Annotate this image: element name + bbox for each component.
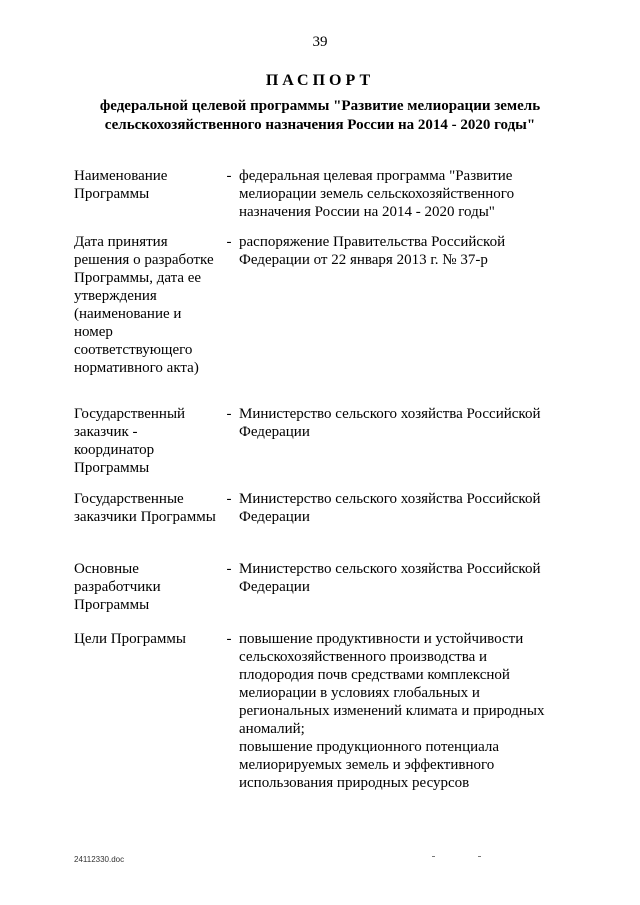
row-value-text: Министерство сельского хозяйства Российской Федерации xyxy=(239,561,541,595)
row-value-text: повышение продуктивности и устойчивости сельскохозяйственного производства и плодородия почв средствами комплексной мелиорации в условиях глобальных и региональных изменений климата и природных аномалий; xyxy=(239,631,545,737)
passport-row-name xyxy=(74,167,574,233)
page-number: 39 xyxy=(312,34,328,50)
passport-row-developers xyxy=(74,560,574,630)
passport-row-customers xyxy=(74,490,574,560)
row-dash: - xyxy=(226,168,232,184)
row-label: Государственный заказчик - координатор Программы xyxy=(74,406,186,476)
row-value-text: Министерство сельского хозяйства Российской Федерации xyxy=(239,491,541,525)
row-dash: - xyxy=(226,234,232,250)
row-value xyxy=(239,630,559,792)
row-value-text: Министерство сельского хозяйства Российской Федерации xyxy=(239,406,541,440)
row-value xyxy=(239,490,559,560)
passport-table xyxy=(74,167,574,792)
document-title: ПАСПОРТ xyxy=(265,72,375,89)
row-value xyxy=(239,405,559,490)
passport-row-goals xyxy=(74,630,574,792)
row-dash: - xyxy=(226,406,232,422)
row-dash: - xyxy=(226,491,232,507)
row-dash: - xyxy=(226,631,232,647)
row-value-text: повышение продукционного потенциала мелиорируемых земель и эффективного использования природных ресурсов xyxy=(239,739,500,791)
document-subtitle xyxy=(60,97,580,135)
row-value-text: распоряжение Правительства Российской Федерации от 22 января 2013 г. № 37-р xyxy=(239,234,506,268)
row-value xyxy=(239,167,559,233)
row-label: Наименование Программы xyxy=(74,168,168,202)
row-value-text: федеральная целевая программа "Развитие мелиорации земель сельскохозяйственного назначения России на 2014 - 2020 годы" xyxy=(239,168,515,220)
passport-row-coordinator xyxy=(74,405,574,490)
row-label: Государственные заказчики Программы xyxy=(74,491,216,525)
passport-row-decision-date xyxy=(74,233,574,405)
footer-filename: 24112330.doc xyxy=(74,855,125,864)
row-label: Дата принятия решения о разработке Программы, дата ее утверждения (наименование и номер соответствующего нормативного акта) xyxy=(74,234,214,376)
footer-mark xyxy=(478,856,481,857)
row-value xyxy=(239,233,559,405)
subtitle-line: федеральной целевой программы "Развитие мелиорации земель xyxy=(99,98,541,114)
footer-mark xyxy=(432,856,435,857)
row-value xyxy=(239,560,559,630)
subtitle-line: сельскохозяйственного назначения России на 2014 - 2020 годы" xyxy=(104,117,536,133)
row-label: Основные разработчики Программы xyxy=(74,561,161,613)
row-label: Цели Программы xyxy=(74,631,186,647)
row-dash: - xyxy=(226,561,232,577)
